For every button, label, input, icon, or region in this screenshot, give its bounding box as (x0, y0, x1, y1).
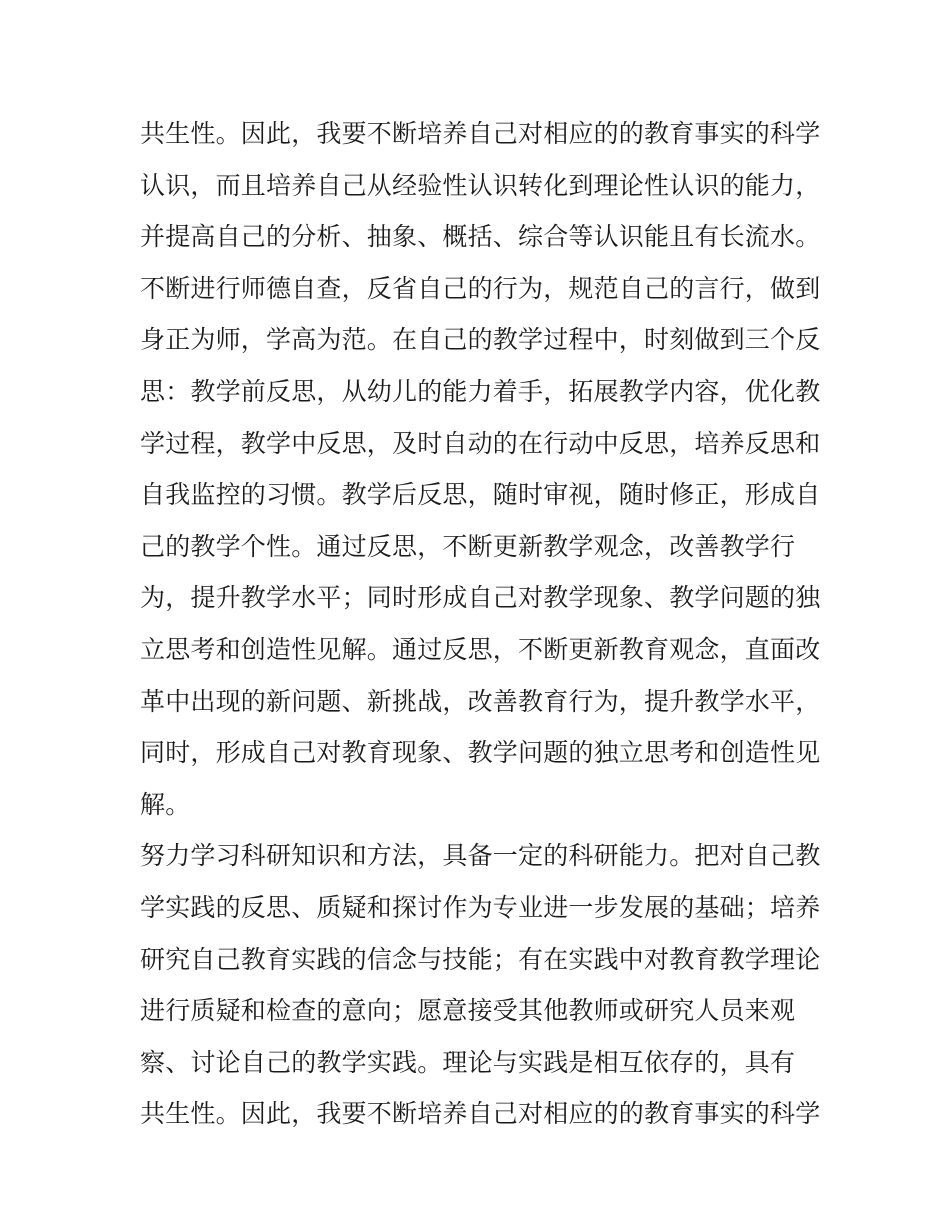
text-line-14: 解。 (140, 789, 191, 819)
text-line-16: 学实践的反思、质疑和探讨作为专业进一步发展的基础；培养 (140, 892, 821, 922)
body-text (140, 108, 820, 1140)
text-line-9: 己的教学个性。通过反思，不断更新教学观念，改善教学行 (140, 531, 796, 561)
text-line-15: 努力学习科研知识和方法，具备一定的科研能力。把对自己教 (140, 841, 821, 871)
text-line-2: 认识，而且培养自己从经验性认识转化到理论性认识的能力， (140, 170, 821, 200)
text-line-10: 为，提升教学水平；同时形成自己对教学现象、教学问题的独 (140, 583, 821, 613)
text-line-13: 同时，形成自己对教育现象、教学问题的独立思考和创造性见 (140, 738, 821, 768)
text-line-18: 进行质疑和检查的意向；愿意接受其他教师或研究人员来观 (140, 996, 796, 1026)
text-line-5: 身正为师，学高为范。在自己的教学过程中，时刻做到三个反 (140, 325, 821, 355)
text-line-17: 研究自己教育实践的信念与技能；有在实践中对教育教学理论 (140, 944, 821, 974)
text-line-19: 察、讨论自己的教学实践。理论与实践是相互依存的，具有 (140, 1047, 796, 1077)
text-line-1: 共生性。因此，我要不断培养自己对相应的的教育事实的科学 (140, 119, 821, 148)
text-line-6: 思：教学前反思，从幼儿的能力着手，拓展教学内容，优化教 (140, 376, 821, 406)
text-line-12: 革中出现的新问题、新挑战，改善教育行为，提升教学水平， (140, 686, 821, 716)
text-line-20: 共生性。因此，我要不断培养自己对相应的的教育事实的科学 (140, 1099, 821, 1129)
text-line-3: 并提高自己的分析、抽象、概括、综合等认识能且有长流水。 (140, 222, 821, 252)
text-line-7: 学过程，教学中反思，及时自动的在行动中反思，培养反思和 (140, 428, 821, 458)
text-line-4: 不断进行师德自查，反省自己的行为，规范自己的言行，做到 (140, 273, 821, 303)
text-line-8: 自我监控的习惯。教学后反思，随时审视，随时修正，形成自 (140, 480, 821, 510)
text-line-11: 立思考和创造性见解。通过反思，不断更新教育观念，直面改 (140, 634, 821, 664)
